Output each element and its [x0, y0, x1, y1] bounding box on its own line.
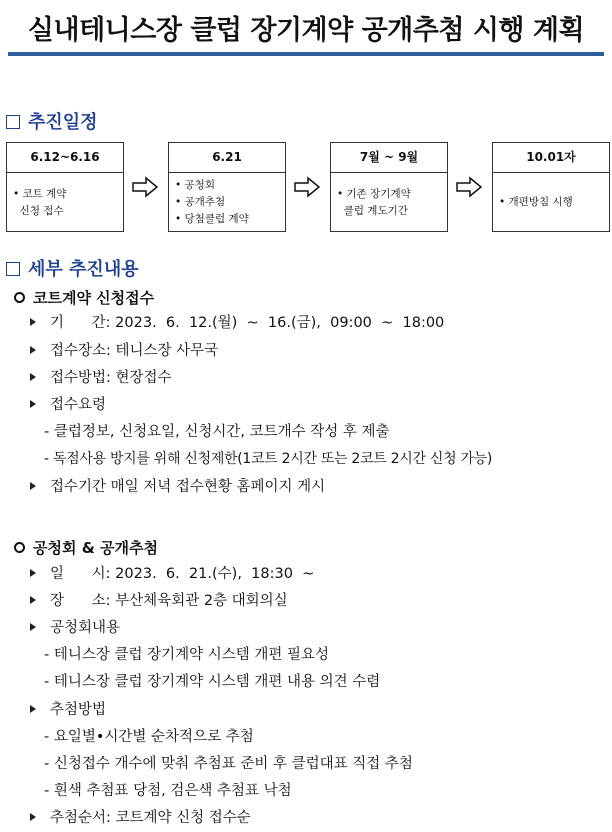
list-item-text: 기 간: 2023. 6. 12.(월) ~ 16.(금), 09:00 ~ 18:00 — [50, 315, 445, 331]
list-item-text: 접수방법: 현장접수 — [50, 370, 172, 386]
right-arrow-icon — [456, 176, 482, 198]
list-item-text: 접수기간 매일 저녁 접수현황 홈페이지 게시 — [50, 479, 326, 495]
subsection-heading — [14, 537, 158, 558]
schedule-timeline — [6, 142, 610, 234]
details-heading-text: 세부 추진내용 — [28, 259, 139, 280]
stage-1 — [6, 142, 124, 232]
triangle-bullet-icon — [30, 623, 36, 631]
circle-bullet-icon — [14, 292, 25, 303]
triangle-bullet-icon — [30, 400, 36, 408]
list-subitem: - 테니스장 클럽 장기계약 시스템 개편 내용 의견 수렴 — [44, 674, 381, 690]
stage-item: • 공개추첨 — [175, 196, 226, 208]
list-subitem: - 독점사용 방지를 위해 신청제한(1코트 2시간 또는 2코트 2시간 신청 가능) — [44, 451, 493, 467]
stage-item: 클럽 계도기간 — [337, 204, 408, 217]
list-item — [30, 313, 444, 333]
list-item — [30, 618, 120, 638]
list-item-text: 일 시: 2023. 6. 21.(수), 18:30 ~ — [50, 566, 315, 582]
list-item — [30, 395, 106, 415]
list-item-text: 접수요령 — [50, 397, 107, 413]
subsection-title: 공청회 & 공개추첨 — [33, 539, 158, 557]
list-item — [30, 591, 288, 611]
stage-2 — [168, 142, 286, 232]
title-underline — [8, 52, 604, 56]
list-item — [30, 341, 218, 361]
triangle-bullet-icon — [30, 373, 36, 381]
triangle-bullet-icon — [30, 813, 36, 821]
list-item — [30, 368, 172, 388]
right-arrow-icon — [132, 176, 158, 198]
list-item — [30, 564, 314, 584]
stage-3 — [330, 142, 448, 232]
stage-item: 신청 접수 — [13, 204, 64, 217]
list-item-text: 접수장소: 테니스장 사무국 — [50, 343, 219, 359]
triangle-bullet-icon — [30, 569, 36, 577]
list-item — [30, 700, 106, 720]
square-bullet-icon — [6, 262, 20, 276]
right-arrow-icon — [294, 176, 320, 198]
list-item — [30, 808, 251, 828]
list-item-text: 장 소: 부산체육회관 2층 대회의실 — [50, 593, 288, 609]
page-title: 실내테니스장 클럽 장기계약 공개추첨 시행 계획 — [27, 15, 585, 46]
stage-item: • 공청회 — [175, 179, 215, 191]
circle-bullet-icon — [14, 542, 25, 553]
list-subitem: - 클럽정보, 신청요일, 신청시간, 코트개수 작성 후 제출 — [44, 424, 390, 440]
list-subitem: - 테니스장 클럽 장기계약 시스템 개편 필요성 — [44, 647, 330, 663]
triangle-bullet-icon — [30, 596, 36, 604]
details-heading — [6, 255, 139, 281]
triangle-bullet-icon — [30, 346, 36, 354]
square-bullet-icon — [6, 115, 20, 129]
list-item-text: 공청회내용 — [50, 620, 121, 636]
list-subitem: - 신청접수 개수에 맞춰 추첨표 준비 후 클럽대표 직접 추첨 — [44, 756, 413, 772]
stage-item: • 코트 계약 — [13, 187, 67, 200]
schedule-heading — [6, 108, 98, 134]
subsection-heading — [14, 287, 154, 308]
list-item-text: 추첨순서: 코트계약 신청 접수순 — [50, 810, 251, 826]
title-block — [8, 12, 604, 56]
list-item-text: 추첨방법 — [50, 702, 107, 718]
triangle-bullet-icon — [30, 482, 36, 490]
list-item — [30, 477, 325, 497]
list-subitem: - 요일별•시간별 순차적으로 추첨 — [44, 729, 254, 745]
stage-date: 6.12~6.16 — [7, 143, 123, 173]
subsection-title: 코트계약 신청접수 — [33, 289, 155, 307]
triangle-bullet-icon — [30, 318, 36, 326]
stage-date: 6.21 — [169, 143, 285, 173]
stage-date: 10.01자 — [493, 143, 609, 173]
stage-item: • 기존 장기계약 — [337, 187, 411, 200]
stage-date: 7월 ~ 9월 — [331, 143, 447, 173]
list-subitem: - 흰색 추첨표 당첨, 검은색 추첨표 낙첨 — [44, 783, 292, 799]
stage-item: • 개편방침 시행 — [499, 196, 573, 208]
schedule-heading-text: 추진일정 — [28, 112, 98, 133]
stage-item: • 당첨클럽 계약 — [175, 213, 249, 225]
stage-4 — [492, 142, 610, 232]
triangle-bullet-icon — [30, 705, 36, 713]
